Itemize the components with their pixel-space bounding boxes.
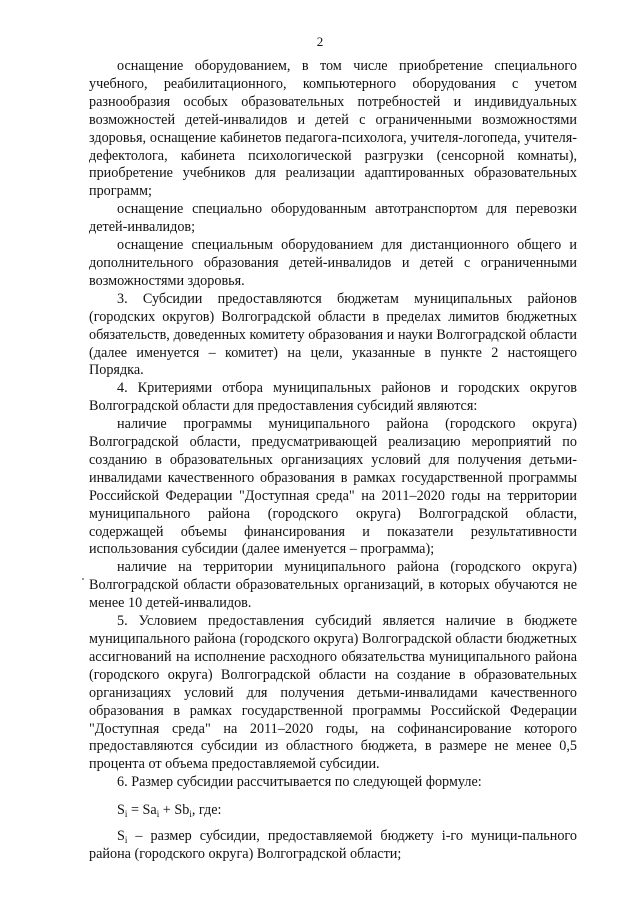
paragraph-criterion-program: наличие программы муниципального района (городского округа) Волгоградской области, предусматривающей реализацию мероприятий по созданию в образовательных организациях условий для получения детьми-инвалидами качественного образования в рамках государственной программы Российской Федерации "Доступная среда" на 2011–2020 годы на территории муниципального района (городского округа) Волгоградской области, содержащей объемы финансирования и показатели результативности использования субсидии (далее именуется – программа); [89,416,577,558]
document-body [89,58,577,864]
paragraph-distance-equipment: оснащение специальным оборудованием для дистанционного общего и дополнительного образования детей-инвалидов и детей с ограниченными возможностями здоровья. [89,237,577,289]
paragraph-transport: оснащение специально оборудованным автотранспортом для перевозки детей-инвалидов; [89,201,577,236]
definition-symbol-index: i [124,835,128,846]
paragraph-equipment: оснащение оборудованием, в том числе приобретение специального учебного, реабилитационного, компьютерного оборудования с учетом разнообразия особых образовательных потребностей и индивидуальных возможностей детей-инвалидов и детей с ограниченными возможностями здоровья, оснащение кабинетов педагога-психолога, учителя-логопеда, учителя-дефектолога, кабинета психологической разгрузки (сенсорной комнаты), приобретение учебников для реализации адаптированных образовательных программ; [89,58,577,200]
definition-text: – размер субсидии, предоставляемой бюджету i-го муници-пального района (городского округа) Волгоградской области; [89,828,577,862]
formula-term-2: Sb [174,802,190,819]
scan-speck [82,578,84,580]
formula-lhs: S [117,802,125,819]
formula-equals: = [127,802,143,819]
definition-symbol: S [117,828,125,845]
formula-tail: , где: [191,802,222,819]
paragraph-clause-3: 3. Субсидии предоставляются бюджетам муниципальных районов (городских округов) Волгоградской области в пределах лимитов бюджетных обязательств, доведенных комитету образования и науки Волгоградской области (далее именуется – комитет) на цели, указанные в пункте 2 настоящего Порядка. [89,290,577,379]
formula-term-1: Sa [142,802,157,819]
formula-lhs-index: i [124,809,128,820]
paragraph-clause-5: 5. Условием предоставления субсидий является наличие в бюджете муниципального района (городского округа) Волгоградской области бюджетных ассигнований на исполнение расходного обязательства муниципального района (городского округа) Волгоградской области на создание в образовательных организациях условий для получения детьми-инвалидами качественного образования в рамках государственной программы Российской Федерации "Доступная среда" на 2011–2020 годы, на софинансирование которого предоставляются субсидии из областного бюджета, в размере не менее 0,5 процента от объема предоставляемой субсидии. [89,613,577,773]
formula-term-1-index: i [156,809,160,820]
paragraph-criterion-organizations: наличие на территории муниципального района (городского округа) Волгоградской области образовательных организаций, в которых обучаются не менее 10 детей-инвалидов. [89,559,577,612]
definition-si [89,828,577,864]
paragraph-clause-4: 4. Критериями отбора муниципальных районов и городских округов Волгоградской области для предоставления субсидий являются: [89,380,577,415]
subsidy-formula [89,802,577,820]
formula-term-2-index: i [189,809,192,820]
paragraph-clause-6: 6. Размер субсидии рассчитывается по следующей формуле: [117,774,482,791]
formula-plus: + [159,802,175,819]
page-number: 2 [316,34,324,49]
